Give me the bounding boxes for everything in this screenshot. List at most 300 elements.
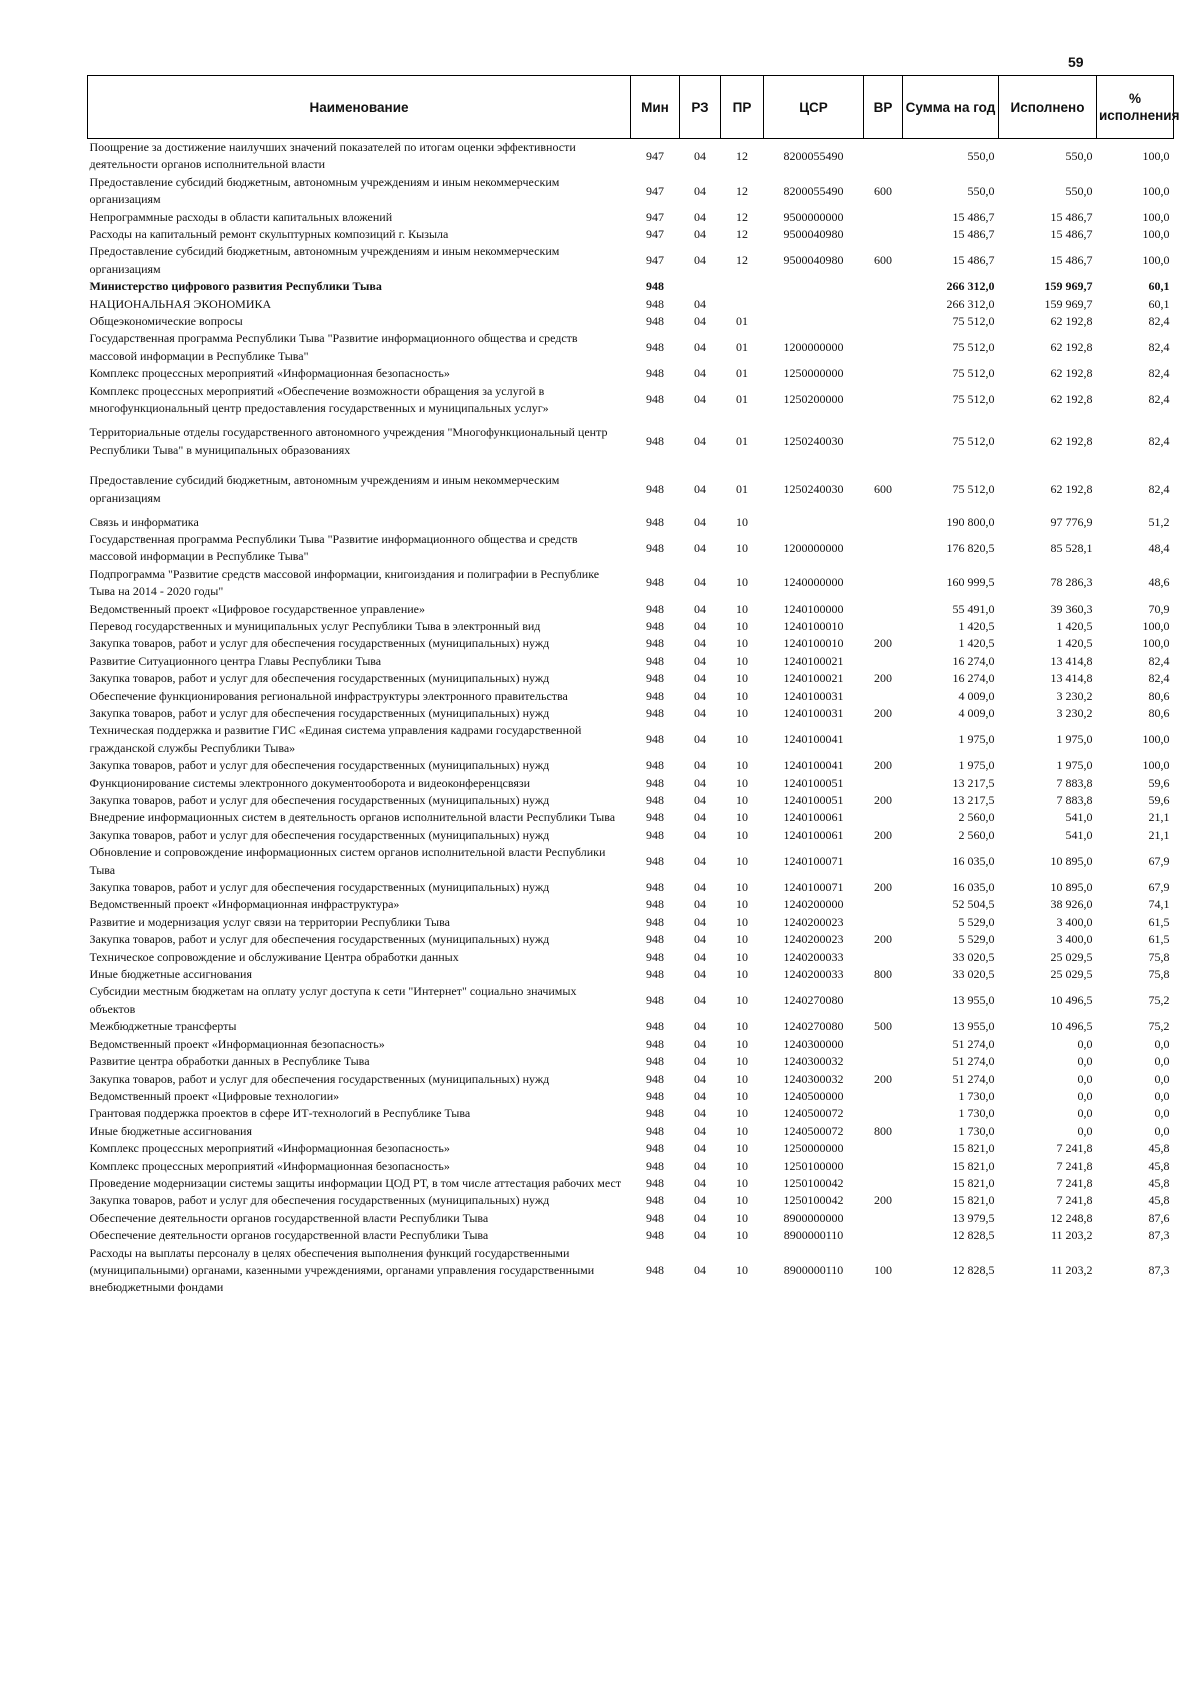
table-row bbox=[88, 705, 1174, 722]
row-percent: 100,0 bbox=[1142, 636, 1170, 651]
row-percent: 75,2 bbox=[1148, 1019, 1170, 1034]
row-executed: 1 420,5 bbox=[1056, 636, 1093, 651]
table-row bbox=[88, 418, 1174, 466]
row-vr bbox=[864, 1036, 903, 1053]
table-row bbox=[88, 722, 1174, 757]
row-pr: 10 bbox=[736, 601, 748, 616]
table-row bbox=[88, 139, 1174, 174]
row-csr: 8200055490 bbox=[783, 183, 844, 198]
row-min: 948 bbox=[646, 481, 664, 496]
row-min: 948 bbox=[646, 1193, 664, 1208]
row-vr bbox=[864, 844, 903, 879]
row-rz: 04 bbox=[694, 481, 706, 496]
row-csr: 1240100041 bbox=[783, 732, 844, 747]
row-sum: 12 828,5 bbox=[952, 1262, 995, 1277]
row-vr bbox=[864, 1210, 903, 1227]
row-sum: 550,0 bbox=[967, 148, 995, 163]
row-executed: 10 895,0 bbox=[1050, 853, 1093, 868]
row-rz: 04 bbox=[694, 392, 706, 407]
row-csr: 1240200023 bbox=[783, 932, 844, 947]
row-name: Закупка товаров, работ и услуг для обеспечения государственных (муниципальных) нужд bbox=[89, 758, 550, 773]
row-pr: 10 bbox=[736, 932, 748, 947]
row-percent: 80,6 bbox=[1148, 705, 1170, 720]
row-rz: 04 bbox=[694, 1262, 706, 1277]
row-percent: 61,5 bbox=[1148, 932, 1170, 947]
row-name: Закупка товаров, работ и услуг для обеспечения государственных (муниципальных) нужд bbox=[89, 636, 550, 651]
row-min: 948 bbox=[646, 853, 664, 868]
row-rz: 04 bbox=[694, 601, 706, 616]
row-min: 948 bbox=[646, 392, 664, 407]
row-name: Межбюджетные трансферты bbox=[89, 1019, 237, 1034]
row-vr: 600 bbox=[874, 481, 892, 496]
row-name: Территориальные отделы государственного автономного учреждения "Многофункциональный центр Республики Тыва" в муниципальных образованиях bbox=[89, 425, 608, 457]
row-executed: 550,0 bbox=[1065, 148, 1093, 163]
row-percent: 45,8 bbox=[1148, 1158, 1170, 1173]
row-min: 948 bbox=[646, 1141, 664, 1156]
row-rz: 04 bbox=[694, 1071, 706, 1086]
row-vr bbox=[864, 1158, 903, 1175]
row-name: Субсидии местным бюджетам на оплату услуг доступа к сети "Интернет" социально значимых объектов bbox=[89, 984, 577, 1016]
row-pr: 10 bbox=[736, 993, 748, 1008]
row-sum: 13 979,5 bbox=[952, 1210, 995, 1225]
row-name: Иные бюджетные ассигнования bbox=[89, 1123, 252, 1138]
row-min: 947 bbox=[646, 183, 664, 198]
row-executed: 0,0 bbox=[1077, 1071, 1093, 1086]
row-vr: 200 bbox=[874, 827, 892, 842]
row-percent: 60,1 bbox=[1148, 279, 1170, 294]
row-percent: 100,0 bbox=[1142, 732, 1170, 747]
row-pr: 10 bbox=[736, 1210, 748, 1225]
table-row bbox=[88, 966, 1174, 983]
row-sum: 15 821,0 bbox=[952, 1158, 995, 1173]
row-percent: 0,0 bbox=[1154, 1071, 1170, 1086]
row-executed: 0,0 bbox=[1077, 1036, 1093, 1051]
row-percent: 100,0 bbox=[1142, 209, 1170, 224]
row-percent: 48,4 bbox=[1148, 540, 1170, 555]
row-rz: 04 bbox=[694, 314, 706, 329]
row-sum: 5 529,0 bbox=[958, 914, 995, 929]
table-row bbox=[88, 844, 1174, 879]
table-row bbox=[88, 914, 1174, 931]
row-vr bbox=[864, 296, 903, 313]
row-vr bbox=[864, 418, 903, 466]
row-rz: 04 bbox=[694, 967, 706, 982]
row-csr: 1240300000 bbox=[783, 1036, 844, 1051]
row-percent: 82,4 bbox=[1148, 392, 1170, 407]
row-executed: 3 400,0 bbox=[1056, 932, 1093, 947]
row-executed: 0,0 bbox=[1077, 1088, 1093, 1103]
row-vr bbox=[864, 313, 903, 330]
row-name: Закупка товаров, работ и услуг для обеспечения государственных (муниципальных) нужд bbox=[89, 705, 550, 720]
row-pr: 10 bbox=[736, 1106, 748, 1121]
row-vr bbox=[864, 383, 903, 418]
row-pr: 10 bbox=[736, 1175, 748, 1190]
row-sum: 15 486,7 bbox=[952, 209, 995, 224]
row-sum: 75 512,0 bbox=[952, 433, 995, 448]
table-row bbox=[88, 1105, 1174, 1122]
row-pr: 10 bbox=[736, 1019, 748, 1034]
row-sum: 4 009,0 bbox=[958, 705, 995, 720]
row-vr bbox=[864, 209, 903, 226]
row-sum: 160 999,5 bbox=[946, 575, 995, 590]
row-name: Предоставление субсидий бюджетным, автономным учреждениям и иным некоммерческим организациям bbox=[89, 244, 560, 276]
row-min: 947 bbox=[646, 253, 664, 268]
row-name: Закупка товаров, работ и услуг для обеспечения государственных (муниципальных) нужд bbox=[89, 1193, 550, 1208]
row-sum: 13 955,0 bbox=[952, 1019, 995, 1034]
row-rz: 04 bbox=[694, 1158, 706, 1173]
row-sum: 1 730,0 bbox=[958, 1123, 995, 1138]
row-percent: 0,0 bbox=[1154, 1054, 1170, 1069]
row-sum: 2 560,0 bbox=[958, 810, 995, 825]
row-executed: 0,0 bbox=[1077, 1054, 1093, 1069]
table-row bbox=[88, 531, 1174, 566]
row-sum: 266 312,0 bbox=[946, 296, 995, 311]
row-pr: 10 bbox=[736, 636, 748, 651]
row-pr: 10 bbox=[736, 758, 748, 773]
row-name: Министерство цифрового развития Республики Тыва bbox=[89, 279, 382, 294]
budget-table bbox=[87, 75, 1180, 1297]
row-min: 948 bbox=[646, 540, 664, 555]
row-min: 947 bbox=[646, 209, 664, 224]
row-pr: 10 bbox=[736, 1071, 748, 1086]
row-vr: 200 bbox=[874, 793, 892, 807]
row-percent: 48,6 bbox=[1148, 575, 1170, 590]
table-row bbox=[88, 653, 1174, 670]
row-sum: 1 420,5 bbox=[958, 636, 995, 651]
row-csr: 1250100000 bbox=[783, 1158, 844, 1173]
row-csr bbox=[764, 278, 864, 295]
row-percent: 82,4 bbox=[1148, 314, 1170, 329]
row-name: Техническая поддержка и развитие ГИС «Единая система управления кадрами государственной гражданской службы Республики Тыва» bbox=[89, 723, 582, 755]
table-row bbox=[88, 1053, 1174, 1070]
row-pr: 10 bbox=[736, 880, 748, 895]
row-min: 948 bbox=[646, 1071, 664, 1086]
table-row bbox=[88, 330, 1174, 365]
row-pr: 10 bbox=[736, 897, 748, 912]
row-sum: 16 274,0 bbox=[952, 653, 995, 668]
row-csr: 1240270080 bbox=[783, 993, 844, 1008]
table-row bbox=[88, 670, 1174, 687]
row-name: Непрограммные расходы в области капитальных вложений bbox=[89, 209, 393, 224]
row-pr: 10 bbox=[736, 514, 748, 529]
row-executed: 0,0 bbox=[1077, 1123, 1093, 1138]
row-pr: 12 bbox=[736, 253, 748, 268]
table-row bbox=[88, 635, 1174, 652]
table-row bbox=[88, 365, 1174, 382]
row-vr: 200 bbox=[874, 705, 892, 720]
row-rz: 04 bbox=[694, 671, 706, 686]
row-sum: 13 217,5 bbox=[952, 793, 995, 807]
row-percent: 87,3 bbox=[1148, 1228, 1170, 1243]
row-csr: 8900000110 bbox=[783, 1228, 844, 1243]
row-sum: 13 955,0 bbox=[952, 993, 995, 1008]
row-rz: 04 bbox=[694, 1193, 706, 1208]
row-executed: 3 230,2 bbox=[1056, 688, 1093, 703]
table-row bbox=[88, 1210, 1174, 1227]
row-pr: 01 bbox=[736, 314, 748, 329]
row-sum: 75 512,0 bbox=[952, 366, 995, 381]
header-min: Мин bbox=[631, 76, 680, 139]
row-rz: 04 bbox=[694, 827, 706, 842]
row-sum: 75 512,0 bbox=[952, 314, 995, 329]
row-percent: 82,4 bbox=[1148, 366, 1170, 381]
row-sum: 1 975,0 bbox=[958, 758, 995, 773]
row-sum: 16 035,0 bbox=[952, 853, 995, 868]
row-min: 948 bbox=[646, 758, 664, 773]
row-sum: 190 800,0 bbox=[946, 514, 995, 529]
row-name: Обеспечение функционирования региональной инфраструктуры электронного правительства bbox=[89, 688, 568, 703]
table-row bbox=[88, 688, 1174, 705]
row-sum: 1 730,0 bbox=[958, 1106, 995, 1121]
row-name: Поощрение за достижение наилучших значений показателей по итогам оценки эффективности деятельности органов исполнительной власти bbox=[89, 140, 576, 172]
row-vr bbox=[864, 278, 903, 295]
row-min: 948 bbox=[646, 601, 664, 616]
row-executed: 62 192,8 bbox=[1050, 314, 1093, 329]
row-min: 948 bbox=[646, 296, 664, 311]
row-vr bbox=[864, 914, 903, 931]
row-vr bbox=[864, 330, 903, 365]
row-min: 948 bbox=[646, 793, 664, 807]
row-executed: 12 248,8 bbox=[1050, 1210, 1093, 1225]
table-row bbox=[88, 1175, 1174, 1192]
row-sum: 15 486,7 bbox=[952, 253, 995, 268]
row-executed: 15 486,7 bbox=[1050, 253, 1093, 268]
row-executed: 3 400,0 bbox=[1056, 914, 1093, 929]
row-percent: 100,0 bbox=[1142, 758, 1170, 773]
row-pr: 01 bbox=[736, 481, 748, 496]
row-csr: 1240200033 bbox=[783, 949, 844, 964]
row-sum: 176 820,5 bbox=[946, 540, 995, 555]
row-csr: 1240270080 bbox=[783, 1019, 844, 1034]
row-vr: 200 bbox=[874, 636, 892, 651]
row-pr: 12 bbox=[736, 148, 748, 163]
row-sum: 51 274,0 bbox=[952, 1071, 995, 1086]
row-executed: 10 895,0 bbox=[1050, 880, 1093, 895]
row-name: Закупка товаров, работ и услуг для обеспечения государственных (муниципальных) нужд bbox=[89, 880, 550, 895]
row-rz: 04 bbox=[694, 705, 706, 720]
row-percent: 75,8 bbox=[1148, 967, 1170, 982]
row-name: Внедрение информационных систем в деятельность органов исполнительной власти Республики Тыва bbox=[89, 810, 616, 825]
row-min: 948 bbox=[646, 1262, 664, 1277]
table-row bbox=[88, 243, 1174, 278]
row-csr: 8200055490 bbox=[783, 148, 844, 163]
row-vr: 200 bbox=[874, 880, 892, 895]
row-executed: 7 883,8 bbox=[1056, 793, 1093, 807]
table-row bbox=[88, 879, 1174, 896]
row-sum: 15 486,7 bbox=[952, 227, 995, 242]
row-min: 948 bbox=[646, 514, 664, 529]
row-name: Ведомственный проект «Информационная безопасность» bbox=[89, 1036, 385, 1051]
table-row bbox=[88, 757, 1174, 774]
row-csr: 1200000000 bbox=[783, 540, 844, 555]
row-rz: 04 bbox=[694, 1088, 706, 1103]
row-csr: 9500040980 bbox=[783, 253, 844, 268]
row-rz: 04 bbox=[694, 775, 706, 790]
row-executed: 15 486,7 bbox=[1050, 209, 1093, 224]
row-csr: 9500040980 bbox=[783, 227, 844, 242]
row-percent: 67,9 bbox=[1148, 880, 1170, 895]
row-rz: 04 bbox=[694, 1019, 706, 1034]
row-percent: 82,4 bbox=[1148, 433, 1170, 448]
row-sum: 550,0 bbox=[967, 183, 995, 198]
table-row bbox=[88, 1227, 1174, 1244]
row-name: Функционирование системы электронного документооборота и видеоконференцсвязи bbox=[89, 775, 531, 790]
row-percent: 100,0 bbox=[1142, 227, 1170, 242]
row-vr bbox=[864, 139, 903, 174]
row-name: Ведомственный проект «Цифровое государственное управление» bbox=[89, 601, 426, 616]
row-min: 948 bbox=[646, 949, 664, 964]
row-vr bbox=[864, 1053, 903, 1070]
row-min: 948 bbox=[646, 575, 664, 590]
row-executed: 10 496,5 bbox=[1050, 1019, 1093, 1034]
row-rz: 04 bbox=[694, 653, 706, 668]
row-vr: 800 bbox=[874, 1123, 892, 1138]
row-name: Закупка товаров, работ и услуг для обеспечения государственных (муниципальных) нужд bbox=[89, 932, 550, 947]
row-sum: 2 560,0 bbox=[958, 827, 995, 842]
row-pr: 10 bbox=[736, 1141, 748, 1156]
row-sum: 15 821,0 bbox=[952, 1193, 995, 1208]
row-vr bbox=[864, 566, 903, 601]
row-percent: 75,8 bbox=[1148, 949, 1170, 964]
row-rz: 04 bbox=[694, 1228, 706, 1243]
row-min: 948 bbox=[646, 1054, 664, 1069]
row-vr bbox=[864, 1088, 903, 1105]
row-executed: 1 975,0 bbox=[1056, 758, 1093, 773]
row-executed: 62 192,8 bbox=[1050, 481, 1093, 496]
page-number: 59 bbox=[1068, 54, 1084, 70]
row-rz bbox=[680, 278, 721, 295]
row-pr bbox=[721, 296, 764, 313]
row-rz: 04 bbox=[694, 1106, 706, 1121]
table-row bbox=[88, 566, 1174, 601]
row-csr bbox=[764, 313, 864, 330]
row-csr: 1240300032 bbox=[783, 1071, 844, 1086]
row-pr: 10 bbox=[736, 1088, 748, 1103]
row-name: Комплекс процессных мероприятий «Информационная безопасность» bbox=[89, 1141, 450, 1156]
row-min: 948 bbox=[646, 914, 664, 929]
row-csr: 1250240030 bbox=[783, 433, 844, 448]
row-executed: 62 192,8 bbox=[1050, 366, 1093, 381]
row-name: Закупка товаров, работ и услуг для обеспечения государственных (муниципальных) нужд bbox=[89, 793, 550, 807]
header-sum: Сумма на год bbox=[903, 76, 999, 139]
header-rz: РЗ bbox=[680, 76, 721, 139]
row-executed: 62 192,8 bbox=[1050, 433, 1093, 448]
row-executed: 550,0 bbox=[1065, 183, 1093, 198]
row-name: Проведение модернизации системы защиты информации ЦОД РТ, в том числе аттестация рабочих мест bbox=[89, 1175, 622, 1190]
row-csr: 9500000000 bbox=[783, 209, 844, 224]
table-row bbox=[88, 226, 1174, 243]
row-vr bbox=[864, 1175, 903, 1192]
table-row bbox=[88, 601, 1174, 618]
row-rz: 04 bbox=[694, 688, 706, 703]
row-name: Закупка товаров, работ и услуг для обеспечения государственных (муниципальных) нужд bbox=[89, 1071, 550, 1086]
row-vr: 800 bbox=[874, 967, 892, 982]
row-percent: 80,6 bbox=[1148, 688, 1170, 703]
row-name: НАЦИОНАЛЬНАЯ ЭКОНОМИКА bbox=[89, 296, 272, 311]
row-name: Комплекс процессных мероприятий «Информационная безопасность» bbox=[89, 366, 450, 381]
row-pr: 10 bbox=[736, 540, 748, 555]
row-executed: 541,0 bbox=[1065, 827, 1093, 842]
row-rz: 04 bbox=[694, 810, 706, 825]
row-executed: 1 975,0 bbox=[1056, 732, 1093, 747]
row-executed: 10 496,5 bbox=[1050, 993, 1093, 1008]
table-row bbox=[88, 618, 1174, 635]
row-pr: 10 bbox=[736, 1228, 748, 1243]
row-csr: 1240100071 bbox=[783, 853, 844, 868]
row-sum: 51 274,0 bbox=[952, 1036, 995, 1051]
row-sum: 51 274,0 bbox=[952, 1054, 995, 1069]
row-vr bbox=[864, 688, 903, 705]
row-rz: 04 bbox=[694, 880, 706, 895]
table-row bbox=[88, 313, 1174, 330]
row-rz: 04 bbox=[694, 209, 706, 224]
row-rz: 04 bbox=[694, 853, 706, 868]
row-sum: 33 020,5 bbox=[952, 949, 995, 964]
row-rz: 04 bbox=[694, 993, 706, 1008]
row-rz: 04 bbox=[694, 1175, 706, 1190]
row-min: 948 bbox=[646, 897, 664, 912]
row-rz: 04 bbox=[694, 1141, 706, 1156]
row-min: 948 bbox=[646, 775, 664, 790]
row-name: Техническое сопровождение и обслуживание Центра обработки данных bbox=[89, 949, 459, 964]
row-csr: 1240500000 bbox=[783, 1088, 844, 1103]
row-vr: 200 bbox=[874, 1071, 892, 1086]
row-name: Общеэкономические вопросы bbox=[89, 314, 243, 329]
header-executed: Исполнено bbox=[999, 76, 1097, 139]
row-name: Предоставление субсидий бюджетным, автономным учреждениям и иным некоммерческим организациям bbox=[89, 174, 560, 207]
row-vr bbox=[864, 653, 903, 670]
row-executed: 25 029,5 bbox=[1050, 967, 1093, 982]
row-pr: 10 bbox=[736, 618, 748, 633]
row-pr: 10 bbox=[736, 827, 748, 842]
row-csr: 1240100031 bbox=[783, 705, 844, 720]
table-row bbox=[88, 1140, 1174, 1157]
row-csr: 1250240030 bbox=[783, 481, 844, 496]
table-header bbox=[88, 76, 1180, 139]
row-min: 948 bbox=[646, 688, 664, 703]
row-name: Комплекс процессных мероприятий «Обеспечение возможности обращения за услугой в многофункциональный центр предоставления государственных и муниципальных услуг» bbox=[89, 383, 549, 416]
row-csr: 1240300032 bbox=[783, 1054, 844, 1069]
row-executed: 11 203,2 bbox=[1050, 1262, 1093, 1277]
row-rz: 04 bbox=[694, 914, 706, 929]
row-percent: 59,6 bbox=[1148, 775, 1170, 790]
row-rz: 04 bbox=[694, 253, 706, 268]
row-min: 948 bbox=[646, 732, 664, 747]
row-name: Обеспечение деятельности органов государственной власти Республики Тыва bbox=[89, 1228, 489, 1243]
row-executed: 15 486,7 bbox=[1050, 227, 1093, 242]
row-vr: 600 bbox=[874, 183, 892, 198]
table-row bbox=[88, 896, 1174, 913]
row-rz: 04 bbox=[694, 183, 706, 198]
row-pr: 10 bbox=[736, 1123, 748, 1138]
row-vr: 200 bbox=[874, 1193, 892, 1208]
row-pr: 10 bbox=[736, 1158, 748, 1173]
row-csr: 1240100021 bbox=[783, 671, 844, 686]
row-name: Перевод государственных и муниципальных услуг Республики Тыва в электронный вид bbox=[89, 618, 541, 633]
row-sum: 16 274,0 bbox=[952, 671, 995, 686]
table-row bbox=[88, 1018, 1174, 1035]
row-pr: 10 bbox=[736, 732, 748, 747]
row-sum: 52 504,5 bbox=[952, 897, 995, 912]
row-sum: 266 312,0 bbox=[946, 279, 995, 294]
row-percent: 100,0 bbox=[1142, 618, 1170, 633]
row-pr: 01 bbox=[736, 366, 748, 381]
row-csr: 8900000000 bbox=[783, 1210, 844, 1225]
row-sum: 1 975,0 bbox=[958, 732, 995, 747]
row-vr bbox=[864, 1227, 903, 1244]
header-percent: % исполнения bbox=[1097, 76, 1174, 139]
row-name: Развитие Ситуационного центра Главы Республики Тыва bbox=[89, 653, 382, 668]
